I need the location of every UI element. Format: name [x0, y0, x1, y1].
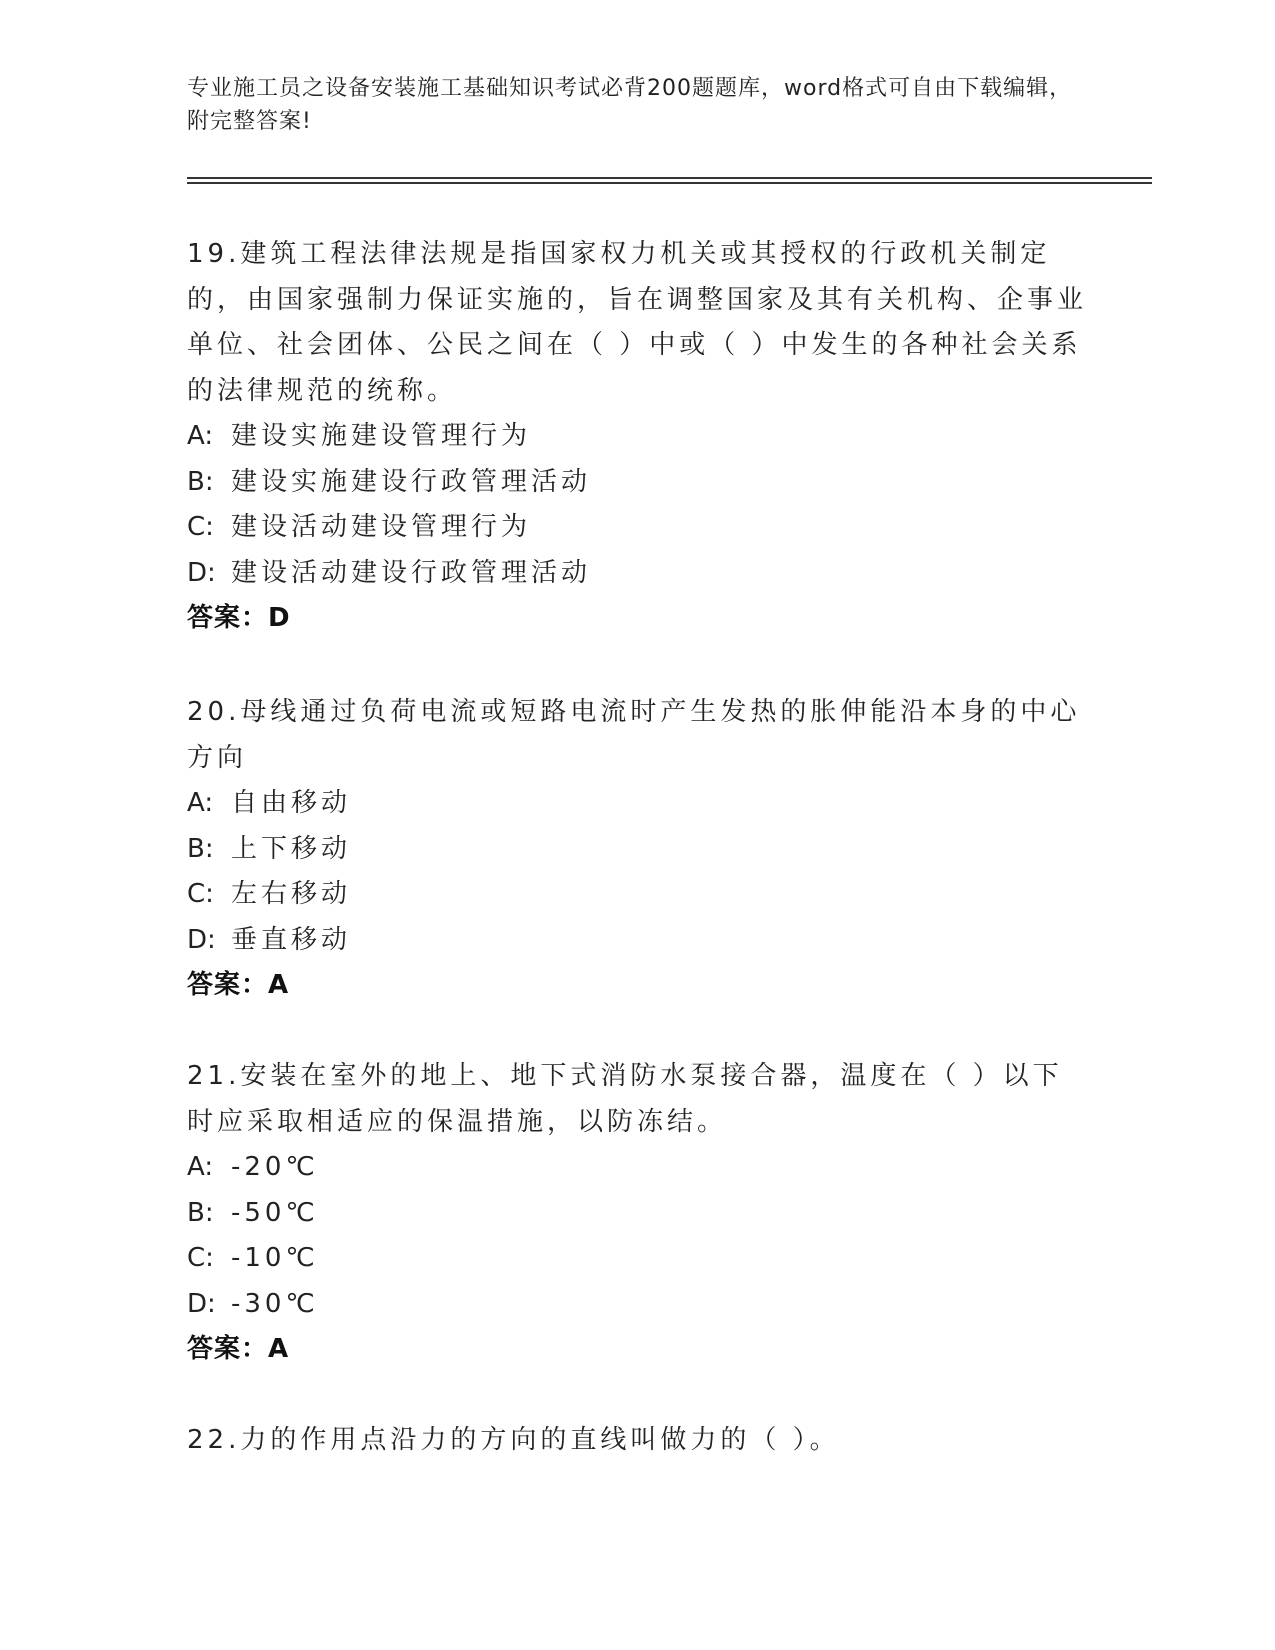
- option-key: A:: [187, 421, 214, 451]
- option-key: A:: [187, 788, 214, 818]
- option-d: [187, 551, 1087, 597]
- option-key: B:: [187, 1197, 214, 1228]
- option-text: 建设活动建设管理行为: [231, 512, 532, 542]
- answer-line: 答案：A: [187, 970, 290, 1000]
- option-key: C:: [187, 512, 214, 542]
- option-a: [187, 414, 1087, 460]
- option-a: [187, 1145, 1087, 1191]
- option-b: [187, 460, 1087, 506]
- option-text: 建设实施建设管理行为: [231, 421, 532, 451]
- question-stem: 20.母线通过负荷电流或短路电流时产生发热的胀伸能沿本身的中心方向: [187, 697, 1081, 773]
- option-key: A:: [187, 1152, 214, 1182]
- answer-line: 答案：D: [187, 603, 291, 633]
- option-text: -10℃: [231, 1243, 319, 1273]
- option-d: [187, 1282, 1087, 1328]
- document-header: 专业施工员之设备安装施工基础知识考试必背200题题库，word格式可自由下载编辑，附完整答案!: [187, 76, 1073, 134]
- question-stem: 22.力的作用点沿力的方向的直线叫做力的（ ）。: [187, 1425, 840, 1455]
- option-text: 建设活动建设行政管理活动: [231, 557, 592, 588]
- option-b: [187, 827, 1087, 873]
- question-stem: 19.建筑工程法律法规是指国家权力机关或其授权的行政机关制定的，由国家强制力保证实施的，旨在调整国家及其有关机构、企事业单位、社会团体、公民之间在（ ）中或（ ）中发生的各种社会关系的法律规范的统称。: [187, 239, 1088, 406]
- option-c: [187, 1236, 1087, 1282]
- question-22: [187, 1418, 1087, 1464]
- option-key: C:: [187, 1243, 214, 1273]
- option-key: D:: [187, 924, 216, 955]
- option-text: 建设实施建设行政管理活动: [231, 466, 592, 497]
- answer-line: 答案：A: [187, 1334, 290, 1364]
- option-text: 上下移动: [231, 833, 352, 864]
- option-key: D:: [187, 557, 216, 588]
- question-20: [187, 690, 1087, 1009]
- option-text: -50℃: [231, 1197, 319, 1228]
- option-text: -30℃: [231, 1288, 319, 1319]
- option-b: [187, 1191, 1087, 1237]
- option-text: 左右移动: [231, 879, 352, 909]
- option-key: D:: [187, 1288, 216, 1319]
- header-divider-bottom: [187, 182, 1152, 184]
- option-key: C:: [187, 879, 214, 909]
- question-19: [187, 232, 1087, 642]
- option-text: -20℃: [231, 1152, 319, 1182]
- option-text: 自由移动: [231, 788, 352, 818]
- header-divider-top: [187, 177, 1152, 179]
- question-stem: 21.安装在室外的地上、地下式消防水泵接合器，温度在（ ）以下时应采取相适应的保温措施，以防冻结。: [187, 1061, 1063, 1137]
- option-text: 垂直移动: [231, 924, 352, 955]
- option-d: [187, 918, 1087, 964]
- question-21: [187, 1054, 1087, 1373]
- option-c: [187, 505, 1087, 551]
- option-key: B:: [187, 833, 214, 864]
- option-c: [187, 872, 1087, 918]
- option-a: [187, 781, 1087, 827]
- option-key: B:: [187, 466, 214, 497]
